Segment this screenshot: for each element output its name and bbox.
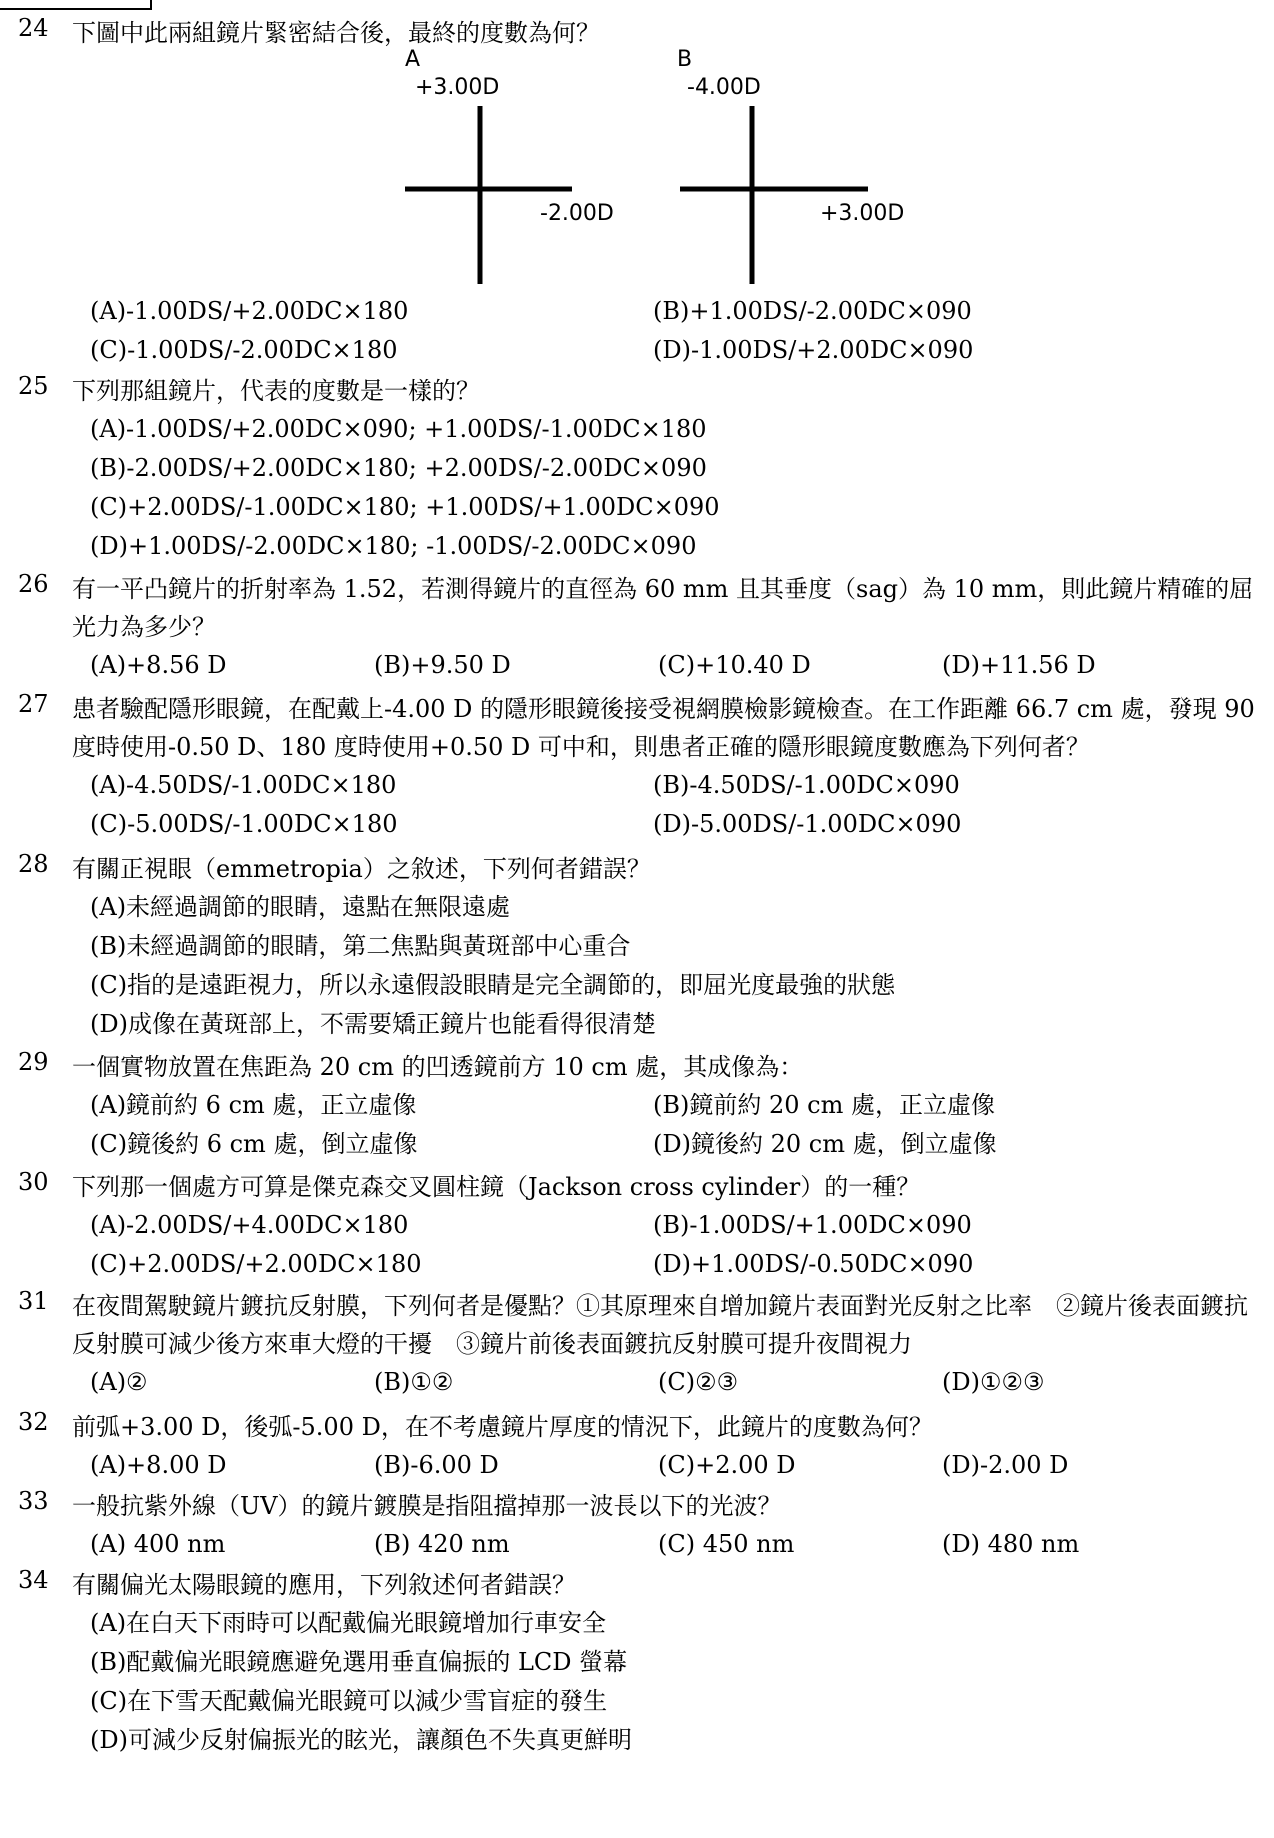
option-d[interactable]: (D)+11.56 D: [942, 651, 1096, 679]
question-number: 31: [18, 1287, 49, 1315]
option-d[interactable]: (D)成像在黃斑部上，不需要矯正鏡片也能看得很清楚: [90, 1010, 656, 1038]
lens-b-label: B: [677, 47, 693, 72]
question-24-options: [18, 292, 1268, 370]
question-stem: 前弧+3.00 D，後弧-5.00 D，在不考慮鏡片厚度的情況下，此鏡片的度數為何？: [72, 1413, 933, 1441]
lens-a-horizontal-power: -2.00D: [540, 201, 614, 226]
option-c[interactable]: (C)+2.00 D: [658, 1451, 796, 1479]
question-27: [18, 690, 1268, 844]
question-stem: 下圖中此兩組鏡片緊密結合後，最終的度數為何？: [72, 19, 600, 47]
option-c[interactable]: (C)-5.00DS/-1.00DC×180: [90, 810, 398, 838]
question-32: [18, 1408, 1268, 1485]
question-stem: 在夜間駕駛鏡片鍍抗反射膜，下列何者是優點？①其原理來自增加鏡片表面對光反射之比率 ②鏡片後表面鍍抗反射膜可減少後方來車大燈的干擾 ③鏡片前後表面鍍抗反射膜可提升夜間視力: [72, 1292, 1248, 1358]
question-26: [18, 570, 1268, 685]
option-a[interactable]: (A)-1.00DS/+2.00DC×090; +1.00DS/-1.00DC×180: [90, 415, 707, 443]
question-stem: 有關偏光太陽眼鏡的應用，下列敘述何者錯誤？: [72, 1571, 576, 1599]
option-d[interactable]: (D)-5.00DS/-1.00DC×090: [653, 810, 962, 838]
option-b[interactable]: (B)+1.00DS/-2.00DC×090: [653, 297, 972, 325]
question-33: [18, 1487, 1268, 1564]
question-number: 28: [18, 850, 49, 878]
question-number: 29: [18, 1048, 49, 1076]
option-a[interactable]: (A)②: [90, 1368, 148, 1396]
cylinder-power-cross-diagram: [400, 44, 960, 284]
question-30: [18, 1168, 1268, 1284]
question-28: [18, 850, 1268, 1044]
option-d[interactable]: (D)-1.00DS/+2.00DC×090: [653, 336, 974, 364]
lens-a-cross: [405, 47, 614, 284]
option-d[interactable]: (D)-2.00 D: [942, 1451, 1069, 1479]
question-34: [18, 1566, 1268, 1760]
question-stem: 一般抗紫外線（UV）的鏡片鍍膜是指阻擋掉那一波長以下的光波？: [72, 1492, 782, 1520]
option-c[interactable]: (C) 450 nm: [658, 1530, 795, 1558]
option-c[interactable]: (C)+2.00DS/+2.00DC×180: [90, 1250, 422, 1278]
question-25: [18, 372, 1268, 566]
question-number: 32: [18, 1408, 49, 1436]
option-a[interactable]: (A)-1.00DS/+2.00DC×180: [90, 297, 409, 325]
question-number: 33: [18, 1487, 49, 1515]
option-b[interactable]: (B)-2.00DS/+2.00DC×180; +2.00DS/-2.00DC×090: [90, 454, 707, 482]
lens-a-label: A: [405, 47, 421, 72]
question-stem: 一個實物放置在焦距為 20 cm 的凹透鏡前方 10 cm 處，其成像為：: [72, 1053, 804, 1081]
option-b[interactable]: (B)-4.50DS/-1.00DC×090: [653, 771, 960, 799]
option-d[interactable]: (D) 480 nm: [942, 1530, 1080, 1558]
option-d[interactable]: (D)+1.00DS/-0.50DC×090: [653, 1250, 974, 1278]
option-b[interactable]: (B) 420 nm: [374, 1530, 510, 1558]
option-b[interactable]: (B)-1.00DS/+1.00DC×090: [653, 1211, 972, 1239]
question-number: 30: [18, 1168, 49, 1196]
option-b[interactable]: (B)①②: [374, 1368, 454, 1396]
option-c[interactable]: (C)+10.40 D: [658, 651, 811, 679]
question-stem: 有一平凸鏡片的折射率為 1.52，若測得鏡片的直徑為 60 mm 且其垂度（sag）為 10 mm，則此鏡片精確的屈光力為多少？: [72, 575, 1254, 641]
option-a[interactable]: (A)鏡前約 6 cm 處，正立虛像: [90, 1091, 417, 1119]
option-c[interactable]: (C)指的是遠距視力，所以永遠假設眼睛是完全調節的，即屈光度最強的狀態: [90, 971, 896, 999]
lens-b-horizontal-power: +3.00D: [820, 201, 905, 226]
option-d[interactable]: (D)①②③: [942, 1368, 1045, 1396]
lens-b-cross: [677, 47, 904, 284]
option-c[interactable]: (C)+2.00DS/-1.00DC×180; +1.00DS/+1.00DC×090: [90, 493, 720, 521]
question-31: [18, 1287, 1268, 1402]
question-number: 27: [18, 690, 49, 718]
option-a[interactable]: (A)+8.56 D: [90, 651, 227, 679]
option-a[interactable]: (A)-2.00DS/+4.00DC×180: [90, 1211, 409, 1239]
option-a[interactable]: (A)-4.50DS/-1.00DC×180: [90, 771, 397, 799]
option-c[interactable]: (C)②③: [658, 1368, 739, 1396]
lens-b-vertical-power: -4.00D: [687, 75, 761, 100]
option-a[interactable]: (A)+8.00 D: [90, 1451, 227, 1479]
option-c[interactable]: (C)-1.00DS/-2.00DC×180: [90, 336, 398, 364]
question-stem: 下列那組鏡片，代表的度數是一樣的？: [72, 377, 480, 405]
question-number: 26: [18, 570, 49, 598]
question-29: [18, 1048, 1268, 1164]
option-a[interactable]: (A)未經過調節的眼睛，遠點在無限遠處: [90, 893, 511, 921]
option-a[interactable]: (A)在白天下雨時可以配戴偏光眼鏡增加行車安全: [90, 1609, 607, 1637]
lens-a-vertical-power: +3.00D: [415, 75, 500, 100]
option-c[interactable]: (C)在下雪天配戴偏光眼鏡可以減少雪盲症的發生: [90, 1687, 608, 1715]
option-b[interactable]: (B)未經過調節的眼睛，第二焦點與黃斑部中心重合: [90, 932, 631, 960]
question-stem: 下列那一個處方可算是傑克森交叉圓柱鏡（Jackson cross cylinder）的一種？: [72, 1173, 921, 1201]
question-stem: 患者驗配隱形眼鏡，在配戴上-4.00 D 的隱形眼鏡後接受視網膜檢影鏡檢查。在工作距離 66.7 cm 處，發現 90 度時使用-0.50 D、180 度時使用+0.50 D 可中和，則患者正確的隱形眼鏡度數應為下列何者？: [72, 695, 1255, 761]
option-c[interactable]: (C)鏡後約 6 cm 處，倒立虛像: [90, 1130, 418, 1158]
power-cross-svg: [400, 44, 960, 284]
header-box-fragment: [0, 0, 152, 10]
option-d[interactable]: (D)+1.00DS/-2.00DC×180; -1.00DS/-2.00DC×090: [90, 532, 697, 560]
option-b[interactable]: (B)-6.00 D: [374, 1451, 499, 1479]
option-d[interactable]: (D)可減少反射偏振光的眩光，讓顏色不失真更鮮明: [90, 1726, 632, 1754]
question-number: 24: [18, 14, 49, 42]
option-b[interactable]: (B)鏡前約 20 cm 處，正立虛像: [653, 1091, 995, 1119]
option-d[interactable]: (D)鏡後約 20 cm 處，倒立虛像: [653, 1130, 997, 1158]
option-a[interactable]: (A) 400 nm: [90, 1530, 226, 1558]
option-b[interactable]: (B)配戴偏光眼鏡應避免選用垂直偏振的 LCD 螢幕: [90, 1648, 628, 1676]
option-b[interactable]: (B)+9.50 D: [374, 651, 511, 679]
question-stem: 有關正視眼（emmetropia）之敘述，下列何者錯誤？: [72, 855, 651, 883]
question-number: 34: [18, 1566, 49, 1594]
question-number: 25: [18, 372, 49, 400]
